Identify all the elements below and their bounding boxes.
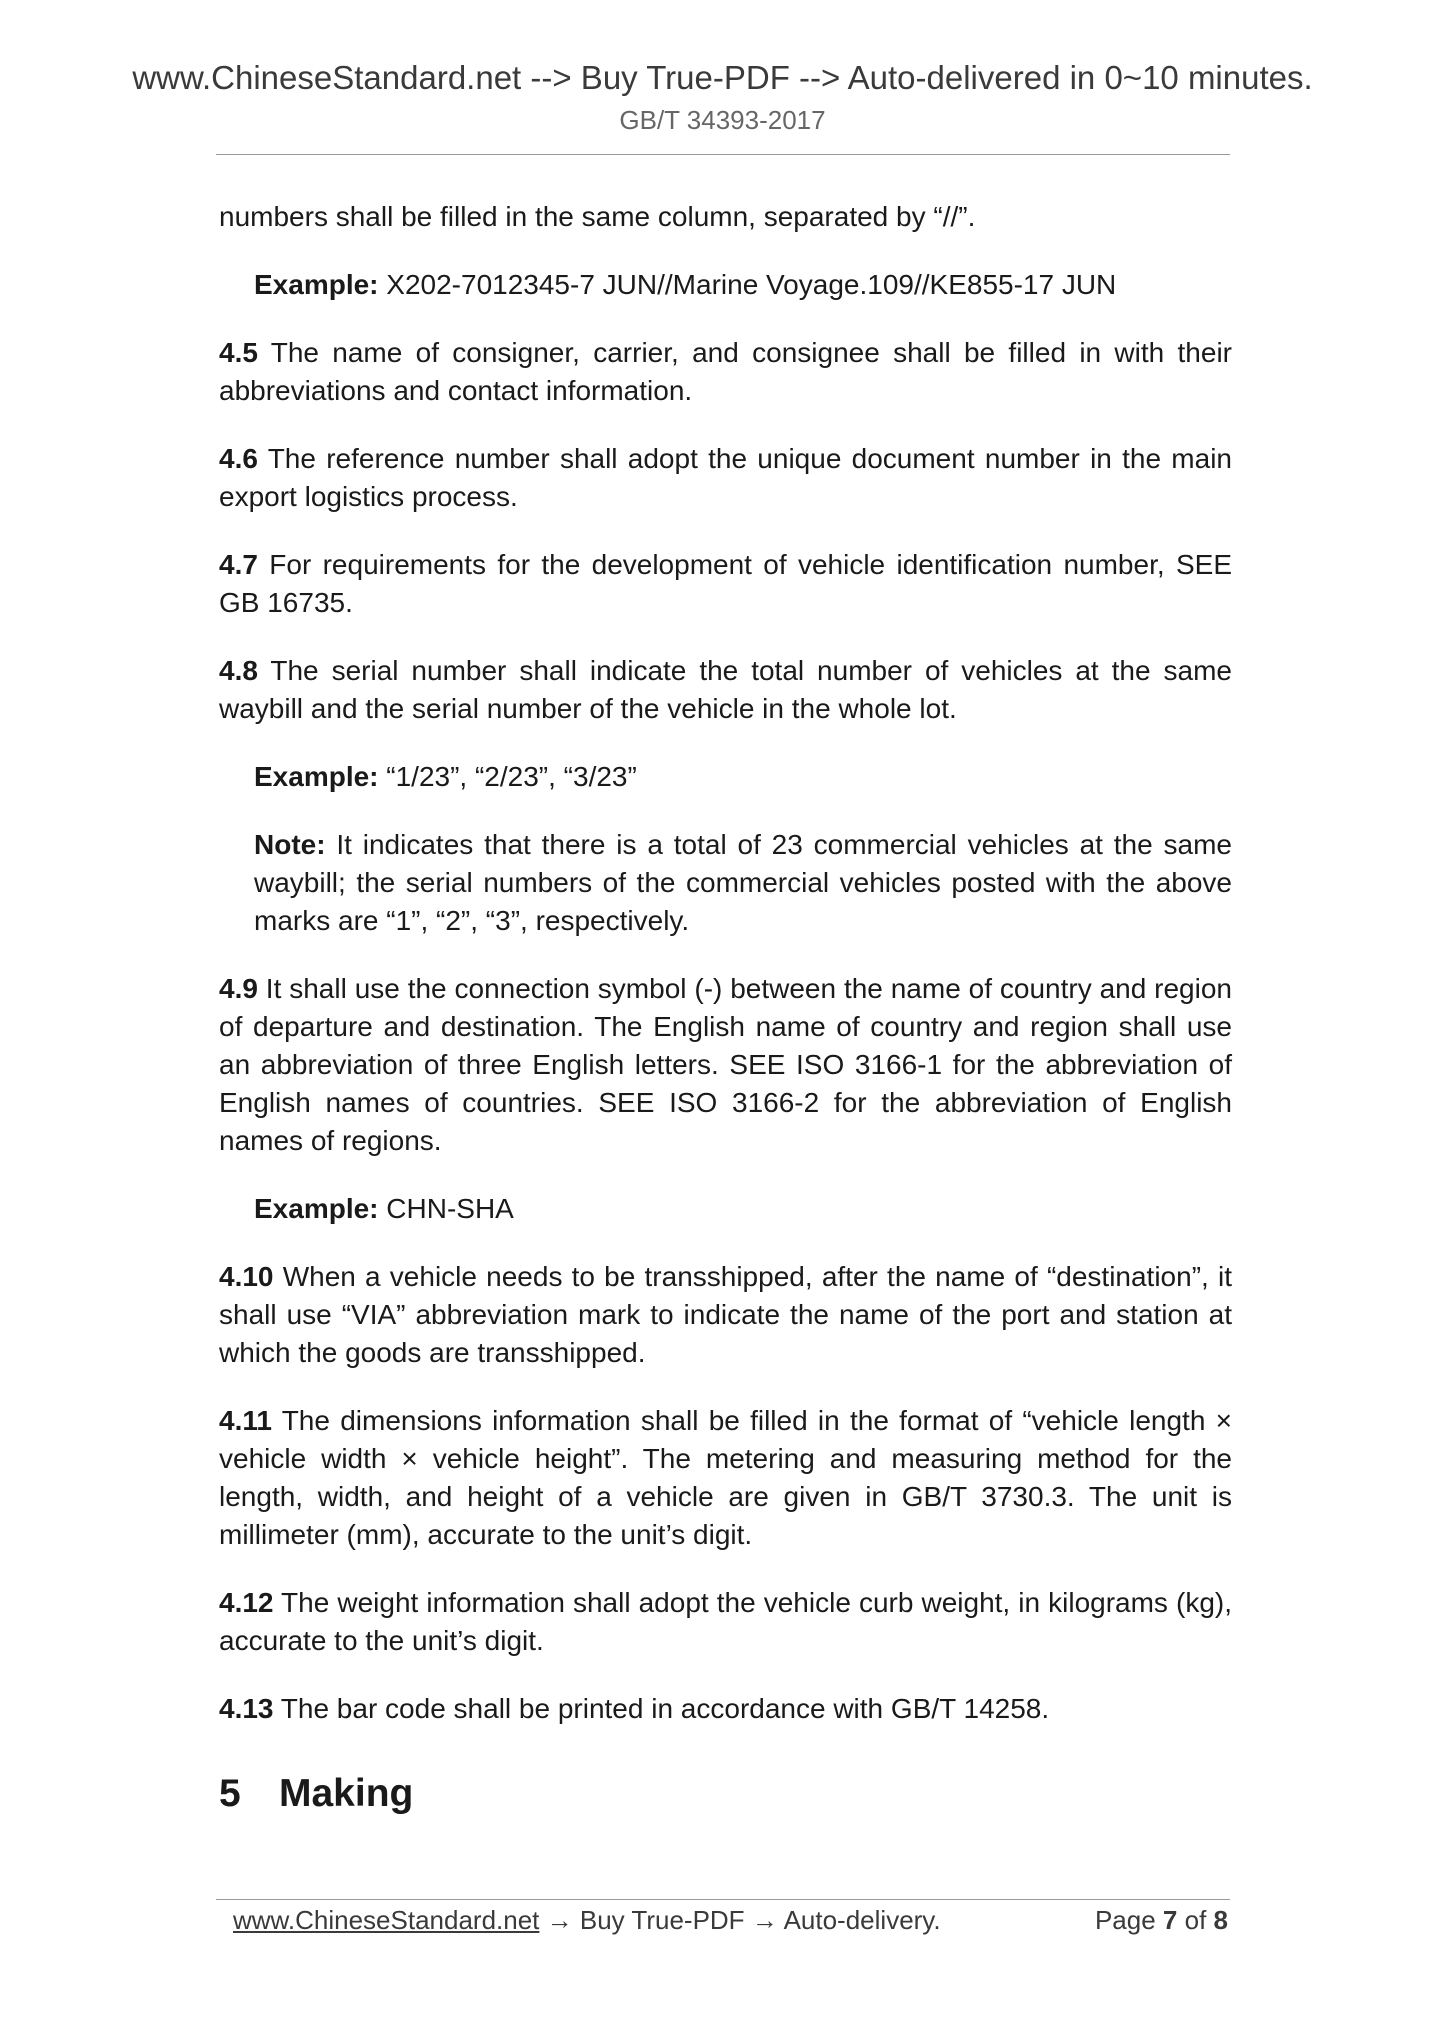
example-country bbox=[219, 1190, 1232, 1228]
footer-site-link[interactable]: www.ChineseStandard.net bbox=[233, 1905, 540, 1935]
page-word: Page bbox=[1094, 1905, 1156, 1935]
clause-number: 4.5 bbox=[219, 337, 258, 368]
page-total: 8 bbox=[1213, 1905, 1228, 1935]
of-word: of bbox=[1184, 1905, 1207, 1935]
footer-rule bbox=[216, 1899, 1230, 1900]
clause-4-10 bbox=[219, 1258, 1232, 1372]
example-serial bbox=[219, 758, 1232, 796]
clause-number: 4.10 bbox=[219, 1261, 274, 1292]
clause-text: The name of consigner, carrier, and consignee shall be filled in with their abbreviations and contact information. bbox=[219, 337, 1232, 406]
clause-text: The weight information shall adopt the vehicle curb weight, in kilograms (kg), accurate to the unit’s digit. bbox=[219, 1587, 1232, 1656]
clause-text: The dimensions information shall be filled in the format of “vehicle length × vehicle width × vehicle height”. The metering and measuring method for the length, width, and height of a vehicle are given in GB/T 3730.3. The unit is millimeter (mm), accurate to the unit’s digit. bbox=[219, 1405, 1232, 1550]
page-number: 7 bbox=[1162, 1905, 1178, 1935]
clause-text: When a vehicle needs to be transshipped, after the name of “destination”, it shall use “VIA” abbreviation mark to indicate the name of the port and station at which the goods are transshipped. bbox=[219, 1261, 1232, 1368]
example-label: Example: bbox=[254, 761, 379, 792]
clause-4-8 bbox=[219, 652, 1232, 728]
header-rule bbox=[216, 154, 1230, 155]
clause-4-6 bbox=[219, 440, 1232, 516]
clause-4-5 bbox=[219, 334, 1232, 410]
clause-text: The reference number shall adopt the unique document number in the main export logistics process. bbox=[219, 443, 1232, 512]
clause-4-11 bbox=[219, 1402, 1232, 1554]
header-banner: www.ChineseStandard.net --> Buy True-PDF --> Auto-delivered in 0~10 minutes. bbox=[132, 59, 1313, 96]
clause-4-9 bbox=[219, 970, 1232, 1160]
section-title: Making bbox=[279, 1772, 414, 1815]
clause-text: For requirements for the development of vehicle identification number, SEE GB 16735. bbox=[219, 549, 1232, 618]
example-text: X202-7012345-7 JUN//Marine Voyage.109//KE855-17 JUN bbox=[378, 269, 1117, 300]
example-label: Example: bbox=[254, 1193, 379, 1224]
intro-paragraph: numbers shall be filled in the same column, separated by “//”. bbox=[219, 201, 976, 232]
note-serial bbox=[219, 826, 1232, 940]
example-voyage bbox=[219, 266, 1232, 304]
clause-text: It shall use the connection symbol (-) between the name of country and region of departure and destination. The English name of country and region shall use an abbreviation of three English letters. SEE ISO 3166-1 for the abbreviation of English names of countries. SEE ISO 3166-2 for the abbreviation of English names of regions. bbox=[219, 973, 1232, 1156]
document-body bbox=[219, 198, 1232, 1818]
clause-number: 4.9 bbox=[219, 973, 258, 1004]
example-text: “1/23”, “2/23”, “3/23” bbox=[378, 761, 637, 792]
page-indicator bbox=[1095, 1902, 1228, 1938]
section-number: 5 bbox=[219, 1772, 241, 1815]
note-text: It indicates that there is a total of 23 commercial vehicles at the same waybill; the serial numbers of the commercial vehicles posted with the above marks are “1”, “2”, “3”, respectively. bbox=[254, 829, 1232, 936]
clause-number: 4.13 bbox=[219, 1693, 274, 1724]
example-label: Example: bbox=[254, 269, 379, 300]
clause-number: 4.8 bbox=[219, 655, 258, 686]
standard-id: GB/T 34393-2017 bbox=[619, 105, 826, 135]
example-text: CHN-SHA bbox=[378, 1193, 514, 1224]
clause-text: The bar code shall be printed in accordance with GB/T 14258. bbox=[273, 1693, 1050, 1724]
clause-number: 4.7 bbox=[219, 549, 258, 580]
clause-4-7 bbox=[219, 546, 1232, 622]
clause-number: 4.12 bbox=[219, 1587, 274, 1618]
clause-text: The serial number shall indicate the total number of vehicles at the same waybill and the serial number of the vehicle in the whole lot. bbox=[219, 655, 1232, 724]
footer-left bbox=[233, 1902, 941, 1938]
clause-number: 4.11 bbox=[219, 1405, 272, 1436]
footer-buy-text: → Buy True-PDF → Auto-delivery. bbox=[539, 1905, 941, 1935]
clause-number: 4.6 bbox=[219, 443, 258, 474]
note-label: Note: bbox=[254, 829, 326, 860]
section-5-heading bbox=[219, 1770, 1232, 1818]
clause-4-13 bbox=[219, 1690, 1232, 1728]
clause-4-12 bbox=[219, 1584, 1232, 1660]
